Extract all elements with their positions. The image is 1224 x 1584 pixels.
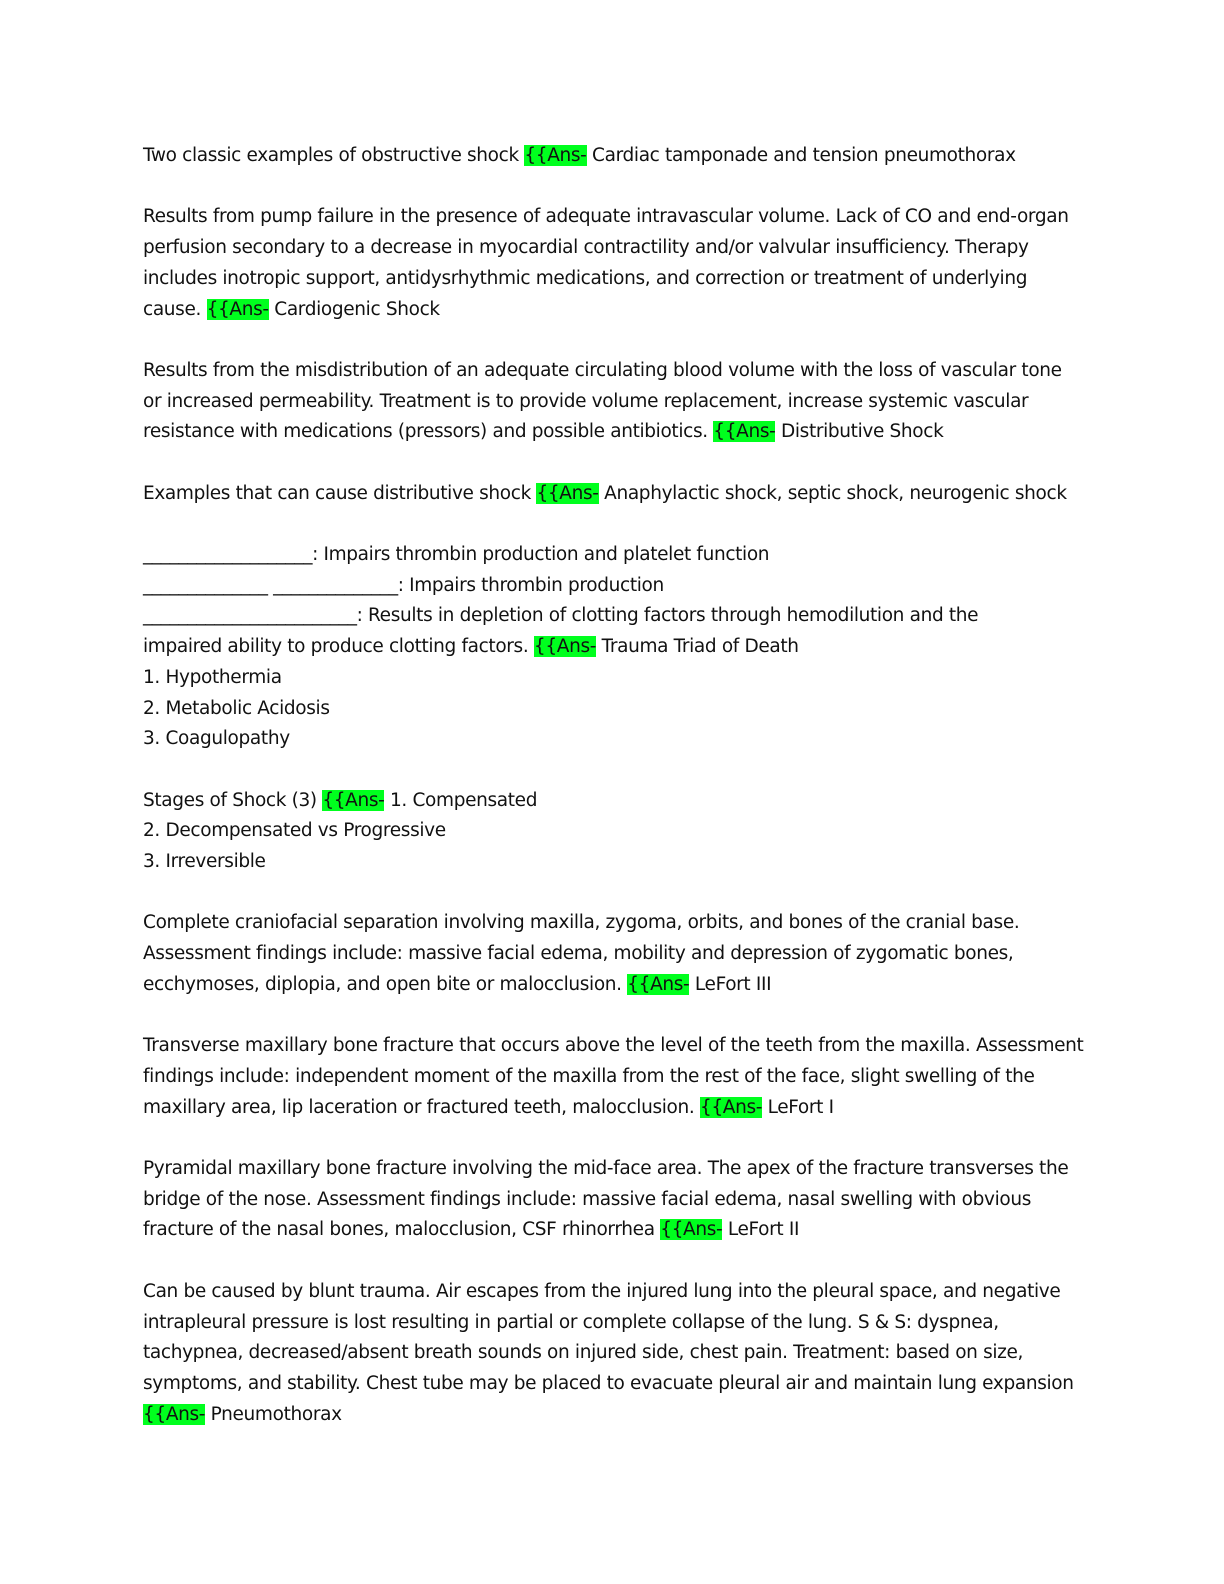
qa-block — [143, 786, 1083, 878]
text-line — [143, 970, 1083, 1001]
text-line — [143, 141, 1083, 172]
text-segment: Trauma Triad of Death — [596, 636, 799, 658]
text-line — [143, 1031, 1083, 1062]
qa-block — [143, 141, 1083, 172]
text-segment: Cardiac tamponade and tension pneumothorax — [586, 145, 1016, 166]
text-line — [143, 479, 1083, 510]
text-line — [143, 847, 1083, 878]
text-segment: Complete craniofacial separation involving maxilla, zygoma, orbits, and bones of the cranial base. — [143, 912, 1020, 934]
text-line — [143, 233, 1083, 264]
text-line — [143, 1308, 1083, 1339]
text-segment: tachypnea, decreased/absent breath sounds on injured side, chest pain. Treatment: based on size, — [143, 1342, 1024, 1364]
text-line — [143, 939, 1083, 970]
qa-block — [143, 908, 1083, 1000]
text-segment: Can be caused by blunt trauma. Air escapes from the injured lung into the pleural space, and negative — [143, 1280, 1061, 1302]
text-segment: Pyramidal maxillary bone fracture involving the mid-face area. The apex of the fracture transverses the — [143, 1158, 1069, 1180]
text-segment: LeFort I — [762, 1096, 834, 1118]
answer-marker: {{Ans- — [143, 1403, 206, 1425]
text-segment: 3. Coagulopathy — [143, 728, 290, 750]
text-line — [143, 295, 1083, 326]
document-page — [143, 141, 1083, 1461]
text-segment: Assessment findings include: massive facial edema, mobility and depression of zygomatic bones, — [143, 943, 1014, 965]
qa-block — [143, 356, 1083, 448]
qa-block — [143, 1277, 1083, 1431]
text-segment: Stages of Shock (3) — [143, 789, 323, 811]
text-segment: ______________ ______________: Impairs thrombin production — [143, 574, 664, 596]
text-line — [143, 1338, 1083, 1369]
text-segment: Transverse maxillary bone fracture that occurs above the level of the teeth from the maxilla. Assessment — [143, 1035, 1084, 1057]
text-segment: ___________________: Impairs thrombin production and platelet function — [143, 544, 770, 566]
text-segment: includes inotropic support, antidysrhythmic medications, and correction or treatment of underlying — [143, 267, 1028, 289]
text-line — [143, 601, 1083, 632]
qa-block — [143, 1154, 1083, 1246]
text-line — [143, 1062, 1083, 1093]
text-segment: maxillary area, lip laceration or fractured teeth, malocclusion. — [143, 1096, 700, 1118]
text-segment: ________________________: Results in depletion of clotting factors through hemodilution and the — [143, 605, 979, 627]
text-line — [143, 1093, 1083, 1124]
text-segment: findings include: independent moment of the maxilla from the rest of the face, slight swelling of the — [143, 1065, 1035, 1087]
text-segment: impaired ability to produce clotting factors. — [143, 636, 534, 658]
text-line — [143, 1154, 1083, 1185]
text-line — [143, 1369, 1083, 1400]
text-line — [143, 663, 1083, 694]
text-line — [143, 724, 1083, 755]
text-segment: fracture of the nasal bones, malocclusion, CSF rhinorrhea — [143, 1219, 661, 1241]
qa-block — [143, 540, 1083, 755]
text-segment: Two classic examples of obstructive shock — [143, 145, 525, 166]
text-segment: 2. Metabolic Acidosis — [143, 697, 330, 719]
qa-block — [143, 479, 1083, 510]
answer-marker: {{Ans- — [206, 298, 269, 320]
text-segment: Pneumothorax — [205, 1403, 342, 1425]
text-line — [143, 202, 1083, 233]
text-segment: Cardiogenic Shock — [268, 298, 440, 320]
text-line — [143, 540, 1083, 571]
text-segment: LeFort II — [722, 1219, 800, 1241]
text-segment: intrapleural pressure is lost resulting in partial or complete collapse of the lung. S & S: dyspnea, — [143, 1311, 999, 1333]
qa-block — [143, 1031, 1083, 1123]
answer-marker: {{Ans- — [699, 1096, 763, 1118]
answer-marker: {{Ans- — [533, 636, 597, 658]
text-line — [143, 387, 1083, 418]
text-segment: symptoms, and stability. Chest tube may be placed to evacuate pleural air and maintain lung expansion — [143, 1372, 1074, 1394]
answer-marker: {{Ans- — [713, 421, 776, 443]
text-segment: 1. Compensated — [384, 789, 538, 811]
text-segment: Results from pump failure in the presence of adequate intravascular volume. Lack of CO and end-organ — [143, 206, 1069, 228]
text-segment: Examples that can cause distributive shock — [143, 482, 537, 504]
answer-marker: {{Ans- — [627, 973, 690, 995]
text-segment: perfusion secondary to a decrease in myocardial contractility and/or valvular insufficiency. Therapy — [143, 237, 1029, 259]
text-line — [143, 1215, 1083, 1246]
text-line — [143, 694, 1083, 725]
text-line — [143, 632, 1083, 663]
text-segment: Anaphylactic shock, septic shock, neurogenic shock — [598, 482, 1067, 504]
text-line — [143, 417, 1083, 448]
text-line — [143, 816, 1083, 847]
answer-marker: {{Ans- — [536, 482, 599, 504]
text-line — [143, 908, 1083, 939]
text-segment: 2. Decompensated vs Progressive — [143, 820, 446, 842]
answer-marker: {{Ans- — [524, 145, 587, 166]
text-segment: Results from the misdistribution of an adequate circulating blood volume with the loss of vascular tone — [143, 359, 1062, 381]
text-segment: 1. Hypothermia — [143, 666, 282, 688]
text-line — [143, 786, 1083, 817]
text-segment: resistance with medications (pressors) and possible antibiotics. — [143, 421, 714, 443]
text-line — [143, 1400, 1083, 1431]
answer-marker: {{Ans- — [660, 1219, 723, 1241]
text-segment: or increased permeability. Treatment is to provide volume replacement, increase systemic vascular — [143, 390, 1029, 412]
text-line — [143, 264, 1083, 295]
text-line — [143, 1277, 1083, 1308]
text-segment: bridge of the nose. Assessment findings include: massive facial edema, nasal swelling with obvious — [143, 1188, 1032, 1210]
text-segment: 3. Irreversible — [143, 851, 266, 873]
answer-marker: {{Ans- — [322, 789, 385, 811]
text-segment: ecchymoses, diplopia, and open bite or malocclusion. — [143, 973, 628, 995]
text-segment: Distributive Shock — [775, 421, 944, 443]
qa-block — [143, 202, 1083, 325]
text-segment: LeFort III — [689, 973, 772, 995]
text-line — [143, 1185, 1083, 1216]
text-segment: cause. — [143, 298, 207, 320]
text-line — [143, 356, 1083, 387]
text-line — [143, 571, 1083, 602]
